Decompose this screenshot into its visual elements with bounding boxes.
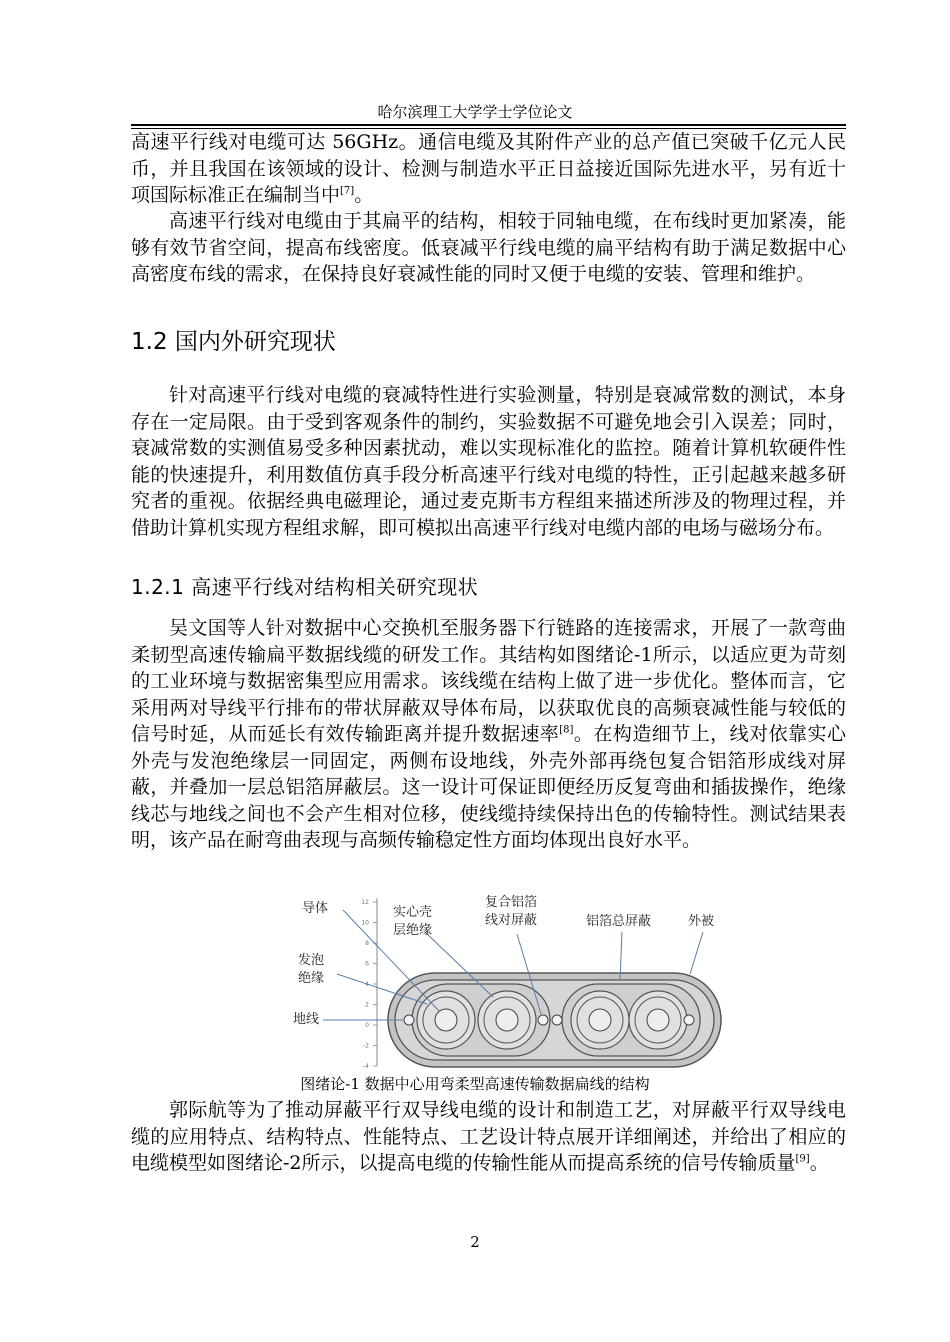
axis-tick-label: 12	[361, 899, 369, 906]
label-total-shield: 铝箔总屏蔽	[586, 914, 652, 929]
label-conductor: 导体	[302, 901, 329, 916]
running-header: 哈尔滨理工大学学士学位论文	[377, 103, 573, 121]
axis-tick-label: -4	[363, 1063, 369, 1070]
paragraph-1-end: 。	[354, 184, 374, 206]
ground-wire	[538, 1015, 548, 1025]
axis-tick-label: 2	[365, 1001, 369, 1009]
citation-8[interactable]: [8]	[559, 724, 574, 736]
ground-wire	[404, 1015, 414, 1025]
paragraph-2: 高速平行线对电缆由于其扁平的结构，相较于同轴电缆，在布线时更加紧凑，能够有效节省空间，提高布线密度。低衰减平行线电缆的扁平结构有助于满足数据中心高密度布线的需求，在保持良好衰减性能的同时又便于电缆的安装、管理和维护。	[131, 210, 846, 285]
conductor-circle	[496, 1009, 518, 1031]
leader-jacket	[690, 932, 703, 974]
ground-wire	[552, 1015, 562, 1025]
axis-tick-label: 8	[365, 940, 369, 947]
conductor-circle	[435, 1009, 457, 1031]
conductor-circle	[647, 1009, 669, 1031]
page-number: 2	[470, 1233, 480, 1251]
ground-wire	[684, 1015, 694, 1025]
axis-tick-label: 6	[365, 960, 369, 968]
citation-7[interactable]: [7]	[340, 185, 355, 197]
citation-9[interactable]: [9]	[795, 1153, 810, 1165]
axis-tick-label: 10	[361, 919, 369, 927]
paragraph-3: 针对高速平行线对电缆的衰减特性进行实验测量，特别是衰减常数的测试，本身存在一定局限。由于受到客观条件的制约，实验数据不可避免地会引入误差；同时，衰减常数的实测值易受多种因素扰动，难以实现标准化的监控。随着计算机软硬件性能的快速提升，利用数值仿真手段分析高速平行线对电缆的特性，正引起越来越多研究者的重视。依据经典电磁理论，通过麦克斯韦方程组来描述所涉及的物理过程，并借助计算机实现方程组求解，即可模拟出高速平行线对电缆内部的电场与磁场分布。	[131, 384, 846, 539]
paragraph-4-text-a: 吴文国等人针对数据中心交换机至服务器下行链路的连接需求，开展了一款弯曲柔韧型高速传输扁平数据线缆的研发工作。其结构如图绪论-1所示，以适应更为苛刻的工业环境与数据密集型应用需求。该线缆在结构上做了进一步优化。整体而言，它采用两对导线平行排布的带状屏蔽双导体布局，以获取优良的高频衰减性能与较低的信号时延，从而延长有效传输距离并提升数据速率	[131, 617, 846, 745]
label-solid-shell: 实心壳 层绝缘	[393, 905, 433, 938]
figure-caption: 图绪论-1 数据中心用弯柔型高速传输数据扁线的结构	[300, 1075, 650, 1093]
header-rule-thick	[131, 124, 846, 126]
paragraph-1-text: 高速平行线对电缆可达 56GHz。通信电缆及其附件产业的总产值已突破千亿元人民币，并且我国在该领域的设计、检测与制造水平正日益接近国际先进水平，另有近十项国际标准正在编制当中	[131, 131, 846, 206]
axis-tick-label: 0	[365, 1022, 369, 1029]
label-ground: 地线	[293, 1012, 320, 1027]
section-heading-1-2: 1.2 国内外研究现状	[131, 329, 336, 355]
paragraph-4	[131, 615, 846, 854]
paragraph-5-end: 。	[809, 1152, 829, 1174]
paragraph-5-text: 郭际航等为了推动屏蔽平行双导线电缆的设计和制造工艺，对屏蔽平行双导线电缆的应用特点、结构特点、性能特点、工艺设计特点展开详细阐述，并给出了相应的电缆模型如图绪论-2所示，以提高电缆的传输性能从而提高系统的信号传输质量	[131, 1099, 846, 1174]
label-jacket: 外被	[688, 914, 715, 929]
paragraph-1	[131, 129, 846, 209]
section-heading-1-2-1: 1.2.1 高速平行线对结构相关研究现状	[131, 575, 479, 599]
paragraph-4-text-b: 。在构造细节上，线对依靠实心外壳与发泡绝缘层一同固定，两侧布设地线，外壳外部再绕包复合铝箔形成线对屏蔽，并叠加一层总铝箔屏蔽层。这一设计可保证即便经历反复弯曲和插拔操作，绝缘线芯与地线之间也不会产生相对位移，使线缆持续保持出色的传输特性。测试结果表明，该产品在耐弯曲表现与高频传输稳定性方面均体现出良好水平。	[131, 723, 846, 851]
axis-tick-label: -2	[363, 1042, 369, 1050]
label-foam: 发泡 绝缘	[298, 953, 325, 986]
paragraph-5	[131, 1097, 846, 1177]
conductor-circle	[589, 1009, 611, 1031]
label-composite-foil: 复合铝箔 线对屏蔽	[485, 895, 538, 928]
figure-cable-structure	[285, 894, 735, 1070]
axis-tick-label: 4	[365, 981, 369, 988]
